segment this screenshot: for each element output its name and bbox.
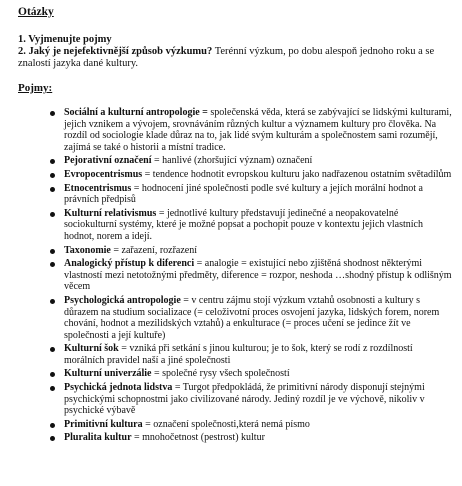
term-name: Evropocentrismus bbox=[64, 168, 143, 180]
question-1-text: 1. Vyjmenujte pojmy bbox=[18, 34, 112, 45]
bullet-icon bbox=[50, 262, 55, 267]
term-definition: = tendence hodnotit evropskou kulturu jako nadřazenou ostatním světadílům bbox=[142, 168, 452, 180]
question-2-label: 2. Jaký je nejefektivnější způsob výzkumu? bbox=[18, 46, 213, 57]
term-name: Psychická jednota lidstva bbox=[64, 382, 173, 394]
term-name: Kulturní relativismus bbox=[64, 207, 157, 219]
term-name: Pluralita kultur bbox=[64, 432, 132, 444]
term-definition: = společné rysy všech společností bbox=[151, 368, 290, 380]
term-definition: společenská věda, která se zabývající se lidskými kulturami, jejich vznikem a vývojem, srovnáváním různých kultur a významem kultury pro člověka. Na rozdíl od sociologie klade důraz na to, jak lidé svým kulturám a společnostem sami rozumějí, zajímá se také o historii a místní tradice. bbox=[64, 107, 452, 153]
term-definition: = hanlivé (zhoršující význam) označení bbox=[151, 155, 313, 167]
term-definition: = hodnocení jiné společnosti podle své kultury a jejích morální hodnot a právních předpisů bbox=[64, 182, 423, 206]
bullet-icon bbox=[50, 372, 55, 377]
term-name: Primitivní kultura bbox=[64, 418, 143, 430]
term-definition: = Turgot předpokládá, že primitivní národy disponují stejnými psychickými schopnostmi jako civilizované národy. Jediný rozdíl je ve výchově, nikoliv v psychické výbavě bbox=[64, 382, 425, 417]
term-item bbox=[50, 183, 462, 206]
term-item bbox=[50, 258, 462, 293]
question-2 bbox=[18, 46, 462, 70]
term-item bbox=[50, 155, 462, 167]
bullet-icon bbox=[50, 423, 55, 428]
term-name: Sociální a kulturní antropologie = bbox=[64, 107, 208, 118]
question-2-answer: Terénní výzkum, po dobu alespoň jednoho roku a se znalostí jazyka dané kultury. bbox=[18, 46, 435, 69]
term-definition: = mnohočetnost (pestrost) kultur bbox=[131, 432, 265, 444]
bullet-icon bbox=[50, 299, 55, 304]
term-item bbox=[50, 295, 462, 341]
bullet-icon bbox=[50, 212, 55, 217]
term-item bbox=[50, 382, 462, 417]
terms-list bbox=[18, 107, 462, 444]
bullet-icon bbox=[50, 386, 55, 391]
term-definition: = analogie = existující nebo zjištěná shodnost některými vlastností mezi netotožnými předměty, diference = rozpor, neshoda …shodný přístup k odlišným věcem bbox=[64, 258, 452, 293]
term-name: Kulturní šok bbox=[64, 343, 119, 355]
term-definition: = v centru zájmu stojí výzkum vztahů osobnosti a kultury s důrazem na studium socializace (= celoživotní proces osvojení jazyka, lidských forem, norem chování, hodnot a mezilidských vztahů) a enkulturace (= proces učení se jedince žít ve společnosti a její kultuře) bbox=[64, 294, 440, 341]
bullet-icon bbox=[50, 249, 55, 254]
document-heading: Otázky bbox=[18, 6, 54, 18]
term-item bbox=[50, 169, 462, 181]
term-name: Analogický přístup k diferenci bbox=[64, 258, 195, 270]
term-name: Kulturní univerzálie bbox=[64, 368, 152, 380]
term-item bbox=[50, 432, 462, 444]
question-1 bbox=[18, 34, 462, 46]
bullet-icon bbox=[50, 159, 55, 164]
term-item bbox=[50, 107, 462, 153]
term-name: Taxonomie bbox=[64, 244, 111, 256]
term-item bbox=[50, 343, 462, 366]
term-item bbox=[50, 245, 462, 257]
term-definition: = jednotlivé kultury představují jedinečné a neopakovatelné sociokulturní systémy, které je možné popsat a pochopit pouze v kontextu jejich vlastních hodnot, norem a idejí. bbox=[64, 207, 423, 242]
bullet-icon bbox=[50, 347, 55, 352]
terms-heading: Pojmy: bbox=[18, 82, 53, 94]
term-item bbox=[50, 419, 462, 431]
term-item bbox=[50, 208, 462, 243]
bullet-icon bbox=[50, 173, 55, 178]
term-name: Pejorativní označení bbox=[64, 155, 152, 167]
term-item bbox=[50, 368, 462, 380]
term-definition: = označení společnosti,která nemá písmo bbox=[142, 418, 310, 430]
term-definition: = zařazení, rozřazení bbox=[110, 244, 198, 256]
term-name: Etnocentrismus bbox=[64, 182, 132, 194]
term-name: Psychologická antropologie bbox=[64, 294, 181, 306]
term-definition: = vzniká při setkání s jinou kulturou; je to šok, který se rodí z rozdílností morálních pravidel naší a jiné společnosti bbox=[64, 343, 413, 366]
bullet-icon bbox=[50, 111, 55, 116]
bullet-icon bbox=[50, 187, 55, 192]
bullet-icon bbox=[50, 436, 55, 441]
